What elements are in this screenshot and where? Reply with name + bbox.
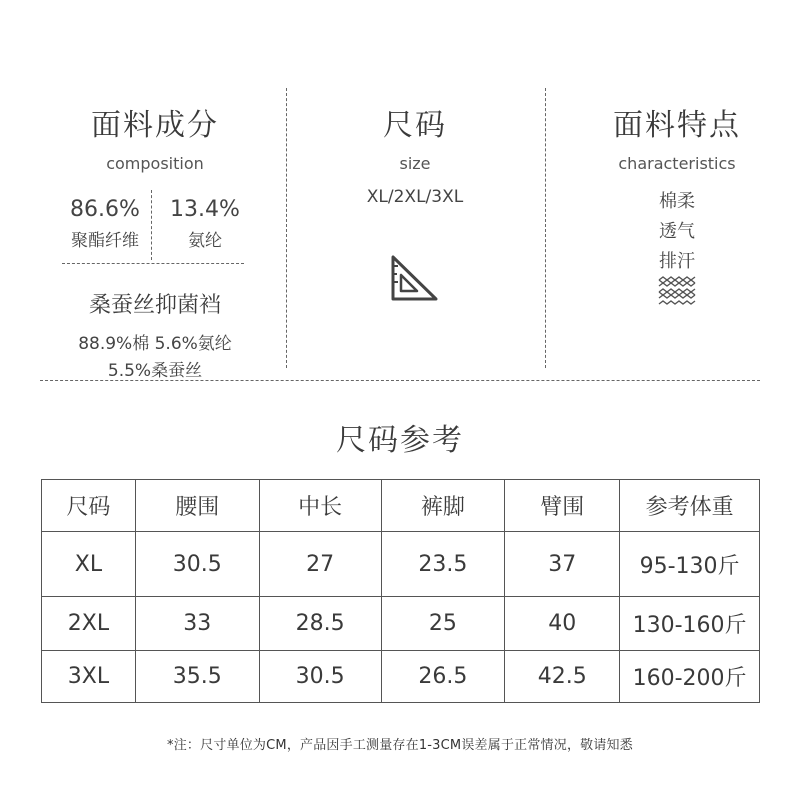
- table-row: [42, 597, 760, 651]
- header-length: 中长: [259, 480, 381, 532]
- characteristics-title: 面料特点: [613, 108, 741, 143]
- composition-divider: [151, 190, 152, 260]
- column-divider-right: [545, 88, 546, 368]
- cell-length: 28.5: [259, 597, 381, 651]
- polyester-label: 聚酯纤维: [71, 231, 139, 251]
- characteristic-item-2: 透气: [659, 221, 695, 242]
- header-weight: 参考体重: [620, 480, 760, 532]
- spandex-percent: 13.4%: [170, 197, 240, 222]
- size-subtitle: size: [399, 154, 431, 173]
- size-title: 尺码: [383, 108, 447, 143]
- cell-length: 27: [259, 532, 381, 597]
- sleeve-line-2: 5.5%桑蚕丝: [107, 361, 203, 381]
- composition-section: [40, 100, 270, 173]
- cell-hem: 26.5: [381, 651, 505, 703]
- table-row: [42, 651, 760, 703]
- cell-arm: 37: [505, 532, 620, 597]
- cell-weight: 130-160斤: [620, 597, 760, 651]
- cell-waist: 35.5: [135, 651, 259, 703]
- sleeve-section: [40, 288, 270, 381]
- header-size: 尺码: [42, 480, 136, 532]
- spandex-label: 氨纶: [188, 231, 222, 251]
- composition-item-polyester: [60, 197, 150, 251]
- table-header-row: [42, 480, 760, 532]
- cell-arm: 40: [505, 597, 620, 651]
- cell-weight: 95-130斤: [620, 532, 760, 597]
- cell-waist: 33: [135, 597, 259, 651]
- cell-hem: 25: [381, 597, 505, 651]
- characteristics-subtitle: characteristics: [618, 154, 736, 173]
- composition-underline: [62, 263, 244, 264]
- column-divider-left: [286, 88, 287, 368]
- header-hem: 裤脚: [381, 480, 505, 532]
- characteristics-section: [562, 100, 792, 273]
- sleeve-title: 桑蚕丝抑菌裆: [88, 293, 221, 318]
- characteristic-item-1: 棉柔: [659, 191, 695, 212]
- cell-size: 3XL: [42, 651, 136, 703]
- mesh-fabric-icon: [658, 276, 696, 308]
- cell-hem: 23.5: [381, 532, 505, 597]
- cell-length: 30.5: [259, 651, 381, 703]
- table-row: [42, 532, 760, 597]
- cell-waist: 30.5: [135, 532, 259, 597]
- set-square-icon: [390, 254, 440, 302]
- size-table: [41, 479, 760, 703]
- composition-title: 面料成分: [91, 108, 219, 143]
- cell-weight: 160-200斤: [620, 651, 760, 703]
- cell-arm: 42.5: [505, 651, 620, 703]
- sleeve-line-1: 88.9%棉 5.6%氨纶: [78, 334, 232, 354]
- header-waist: 腰围: [135, 480, 259, 532]
- cell-size: 2XL: [42, 597, 136, 651]
- size-reference-title: 尺码参考: [336, 423, 464, 458]
- polyester-percent: 86.6%: [70, 197, 140, 222]
- composition-subtitle: composition: [106, 154, 204, 173]
- measurement-note: *注：尺寸单位为CM，产品因手工测量存在1-3CM误差属于正常情况，敬请知悉: [167, 738, 633, 753]
- size-section: [300, 100, 530, 207]
- header-arm: 臂围: [505, 480, 620, 532]
- size-values: XL/2XL/3XL: [366, 187, 464, 207]
- cell-size: XL: [42, 532, 136, 597]
- characteristic-item-3: 排汗: [659, 251, 695, 272]
- composition-item-spandex: [160, 197, 250, 251]
- section-divider: [40, 380, 760, 381]
